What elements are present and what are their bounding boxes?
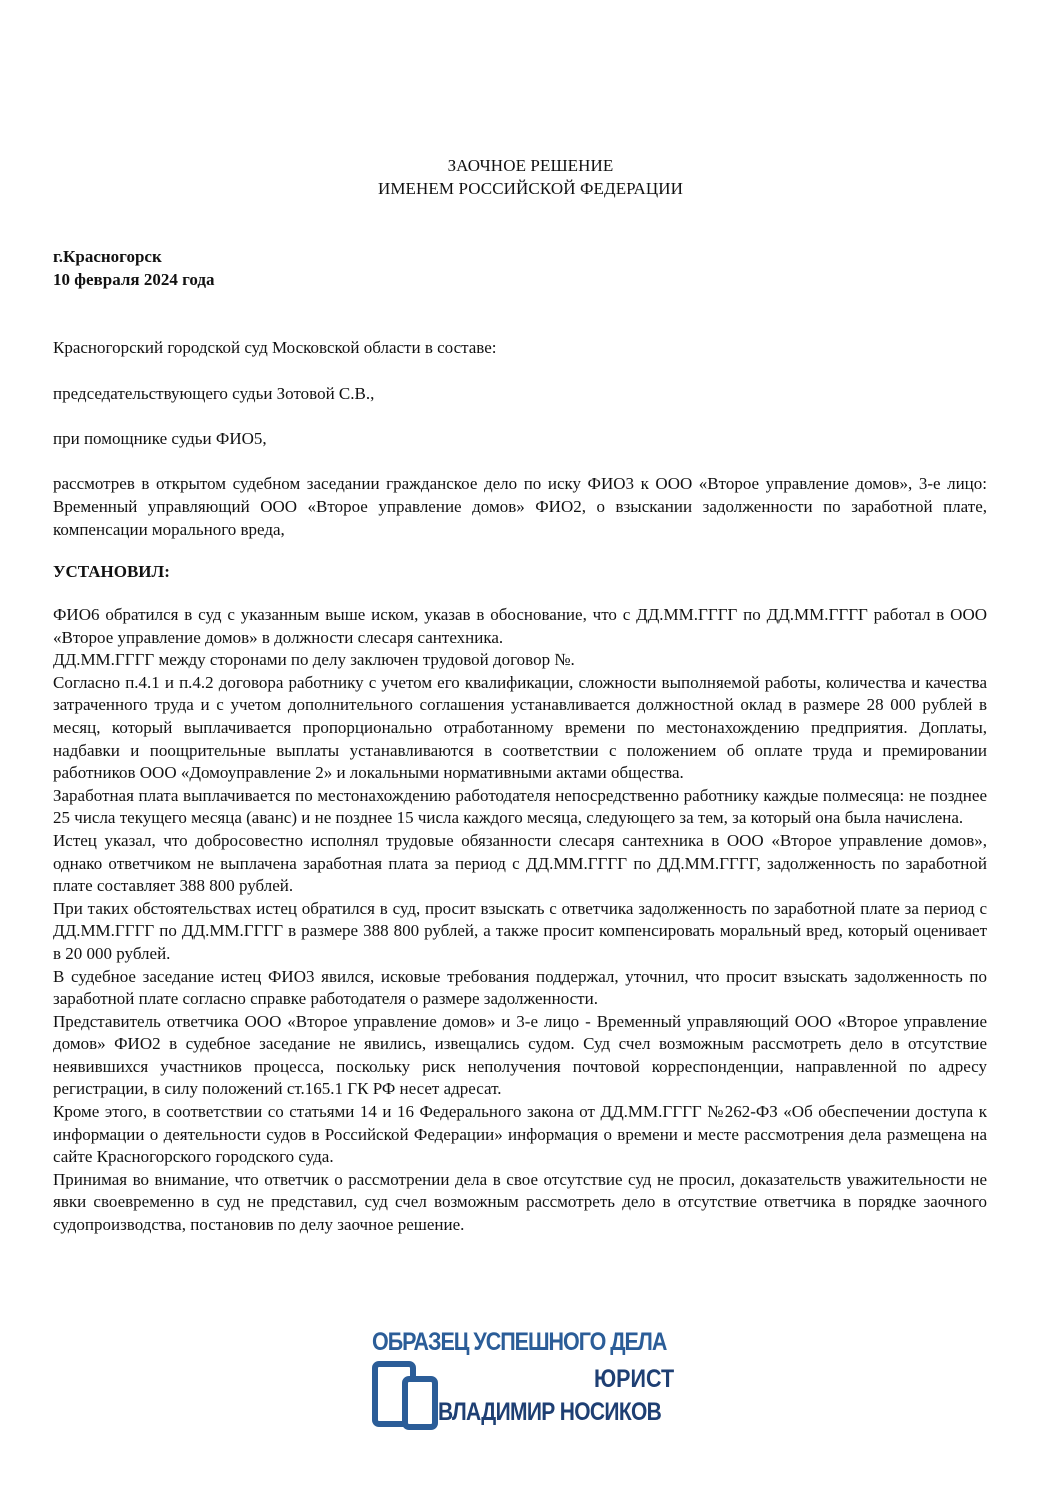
paragraph: ФИО6 обратился в суд с указанным выше иском, указав в обоснование, что с ДД.ММ.ГГГГ по ДД.ММ.ГГГГ работал в ООО «Второе управление домов» в должности слесаря сантехника.: [53, 605, 987, 647]
stamp-line-2: ЮРИСТ: [594, 1365, 675, 1393]
paragraph: Представитель ответчика ООО «Второе управление домов» и 3-е лицо - Временный управляющий ООО «Второе управление домов» ФИО2 в судебное заседание не явились, извещались судом. Суд счел возможным рассмотреть дело в отсутствие неявившихся участников процесса, поскольку риск неполучения почтовой корреспонденции, направленной по адресу регистрации, в силу положений ст.165.1 ГК РФ несет адресат.: [53, 1011, 987, 1099]
paragraph: Кроме этого, в соответствии со статьями 14 и 16 Федерального закона от ДД.ММ.ГГГГ №262-ФЗ «Об обеспечении доступа к информации о деятельности судов в Российской Федерации» информация о времени и месте рассмотрения дела размещена на сайте Красногорского городского суда.: [53, 1102, 987, 1167]
paragraph: Заработная плата выплачивается по местонахождению работодателя непосредственно работнику каждые полмесяца: не позднее 25 числа текущего месяца (аванс) и не позднее 15 числа каждого месяца, следующего за тем, за который она была начислена.: [53, 785, 987, 828]
paragraph: В судебное заседание истец ФИО3 явился, исковые требования поддержал, уточнил, что просит взыскать задолженность по заработной плате согласно справке работодателя о размере задолженности.: [53, 966, 987, 1009]
paragraph: Принимая во внимание, что ответчик о рассмотрении дела в свое отсутствие суд не просил, доказательств уважительности не явки своевременно в суд не представил, суд счел возможным рассмотреть дело в отсутствие ответчика в порядке заочного судопроизводства, постановив по делу заочное решение.: [53, 1169, 987, 1235]
stamp-line-1: ОБРАЗЕЦ УСПЕШНОГО ДЕЛА: [372, 1328, 667, 1356]
assistant-line: при помощнике судьи ФИО5,: [53, 429, 267, 448]
title-line-2: ИМЕНЕМ РОССИЙСКОЙ ФЕДЕРАЦИИ: [377, 179, 684, 198]
city: г.Красногорск: [53, 247, 162, 266]
devices-icon: [372, 1361, 442, 1431]
judge-line: председательствующего судьи Зотовой С.В.,: [53, 384, 375, 403]
document-title: [0, 154, 1061, 200]
stamp-line-3: ВЛАДИМИР НОСИКОВ: [438, 1398, 662, 1426]
title-line-1: ЗАОЧНОЕ РЕШЕНИЕ: [447, 156, 614, 175]
paragraph: Истец указал, что добросовестно исполнял трудовые обязанности слесаря сантехника в ООО «Второе управление домов», однако ответчиком не выплачена заработная плата за период с ДД.ММ.ГГГГ по ДД.ММ.ГГГГ, задолженность по заработной плате составляет 388 800 рублей.: [53, 830, 987, 896]
paragraph: Согласно п.4.1 и п.4.2 договора работнику с учетом его квалификации, сложности выполняемой работы, количества и качества затраченного труда и с учетом дополнительного соглашения устанавливается должностной оклад в размере 28 000 рублей в месяц, который выплачивается пропорционально отработанному времени по местонахождению предприятия. Доплаты, надбавки и поощрительные выплаты устанавливаются в соответствии с положением об оплате труда и премировании работников ООО «Домоуправление 2» и локальными нормативными актами общества.: [53, 672, 987, 783]
paragraph: ДД.ММ.ГГГГ между сторонами по делу заключен трудовой договор №.: [53, 650, 575, 670]
court-line: Красногорский городской суд Московской области в составе:: [53, 338, 497, 357]
paragraph: При таких обстоятельствах истец обратился в суд, просит взыскать с ответчика задолженность по заработной плате за период с ДД.ММ.ГГГГ по ДД.ММ.ГГГГ в размере 388 800 рублей, а также просит компенсировать моральный вред, который оценивает в 20 000 рублей.: [53, 898, 987, 963]
case-paragraph: рассмотрев в открытом судебном заседании гражданское дело по иску ФИО3 к ООО «Второе управление домов», 3-е лицо: Временный управляющий ООО «Второе управление домов» ФИО2, о взыскании задолженности по заработной плате, компенсации морального вреда,: [53, 474, 987, 539]
watermark-stamp: [372, 1327, 688, 1431]
decision-date: 10 февраля 2024 года: [53, 270, 215, 289]
document-body: [53, 604, 987, 1237]
section-heading: УСТАНОВИЛ:: [53, 562, 170, 581]
document-header-meta: [53, 245, 214, 291]
